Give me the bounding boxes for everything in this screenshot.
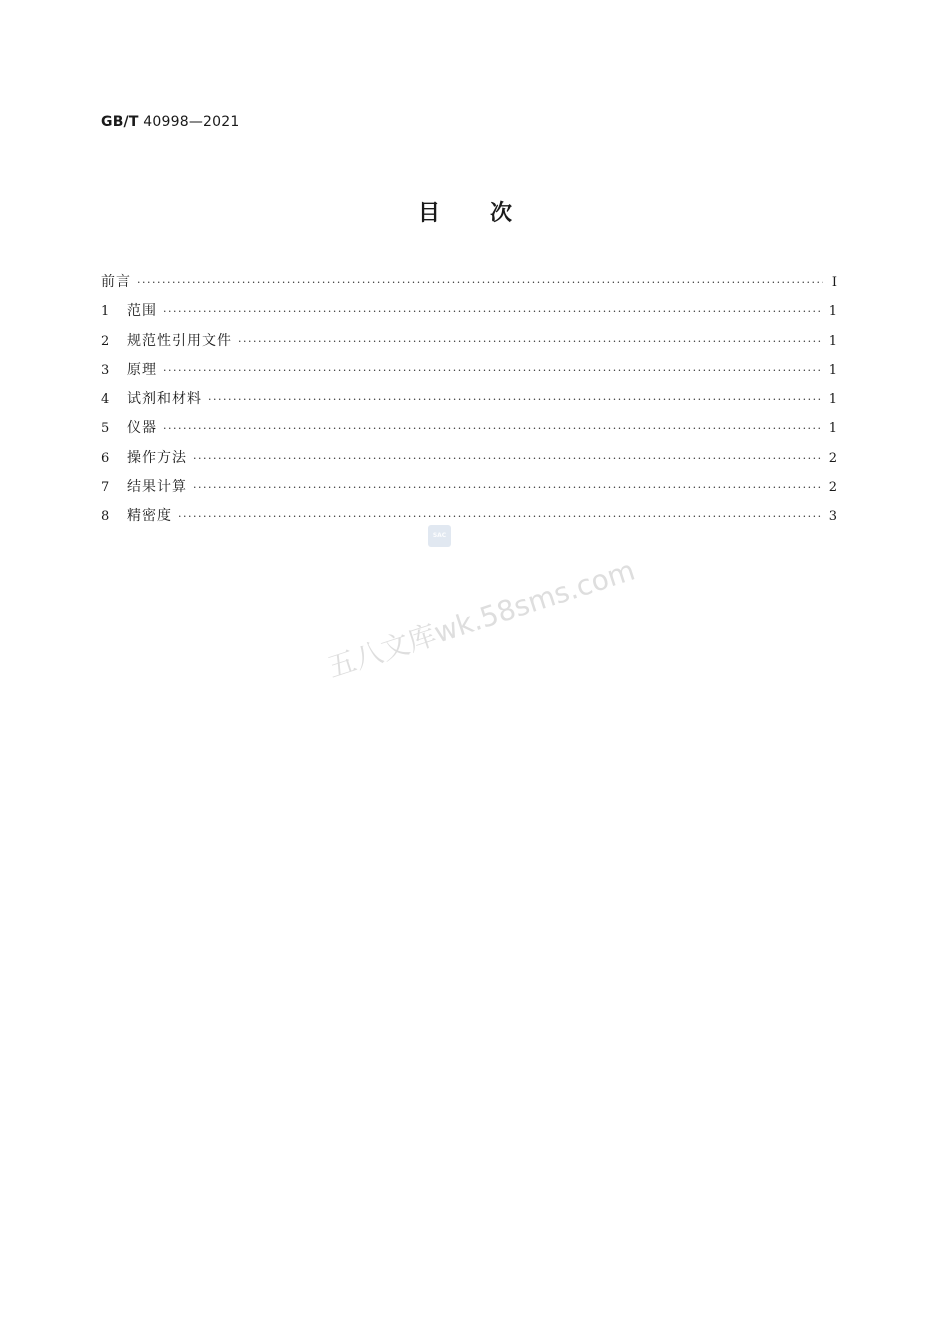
- toc-entry-page: 1: [828, 304, 837, 320]
- toc-entry-label: 结果计算: [127, 479, 187, 496]
- toc-entry-number: 6: [101, 450, 110, 466]
- toc-leader-dots: [163, 422, 823, 435]
- toc-entry-7[interactable]: [101, 476, 837, 505]
- toc-leader-dots: [137, 276, 823, 289]
- toc-entry-page: 3: [828, 509, 837, 525]
- toc-leader-dots: [238, 335, 823, 348]
- toc-entry-page: 1: [828, 421, 837, 437]
- toc-entry-label: 仪器: [127, 420, 157, 437]
- toc-entry-number: 3: [101, 362, 110, 378]
- toc-leader-dots: [193, 452, 823, 465]
- toc-entry-number: 8: [101, 509, 110, 525]
- toc-entry-label: 原理: [127, 361, 157, 378]
- toc-entry-number: 1: [101, 304, 110, 320]
- standard-code: [101, 114, 239, 130]
- toc-entry-number: 4: [101, 392, 110, 408]
- toc-entry-number: 7: [101, 480, 110, 496]
- toc-entry-page: 1: [828, 362, 837, 378]
- toc-entry-page: 2: [828, 480, 837, 496]
- toc-entry-label: 操作方法: [127, 449, 187, 466]
- toc-entry-page: 2: [828, 450, 837, 466]
- toc-entry-number: 5: [101, 421, 110, 437]
- toc-entry-1[interactable]: [101, 300, 837, 329]
- toc-entry-4[interactable]: [101, 388, 837, 417]
- toc-entry-8[interactable]: [101, 505, 837, 534]
- toc-entry-3[interactable]: [101, 359, 837, 388]
- toc-leader-dots: [193, 481, 823, 494]
- standard-number: 40998—2021: [138, 114, 240, 130]
- toc-entry-6[interactable]: [101, 447, 837, 476]
- toc-entry-label: 前言: [101, 274, 131, 290]
- toc-entry-2[interactable]: [101, 330, 837, 359]
- table-of-contents: [101, 271, 837, 535]
- toc-entry-label: 规范性引用文件: [127, 332, 232, 349]
- standard-prefix: GB/T: [101, 114, 139, 130]
- toc-entry-5[interactable]: [101, 417, 837, 446]
- toc-leader-dots: [178, 510, 823, 523]
- toc-leader-dots: [163, 364, 823, 377]
- toc-leader-dots: [208, 393, 823, 406]
- toc-entry-label: 试剂和材料: [127, 391, 202, 408]
- watermark-text: 五八文库wk.58sms.com: [323, 553, 639, 685]
- toc-entry-page: 1: [828, 392, 837, 408]
- toc-entry-page: 1: [828, 333, 837, 349]
- toc-title: 目次: [417, 201, 562, 226]
- toc-entry-page: Ⅰ: [831, 275, 837, 290]
- toc-entry-foreword[interactable]: [101, 271, 837, 300]
- toc-entry-label: 精密度: [127, 508, 172, 525]
- toc-leader-dots: [163, 305, 823, 318]
- sac-logo-icon: SAC: [428, 525, 451, 547]
- toc-entry-number: 2: [101, 333, 110, 349]
- toc-entry-label: 范围: [127, 303, 157, 320]
